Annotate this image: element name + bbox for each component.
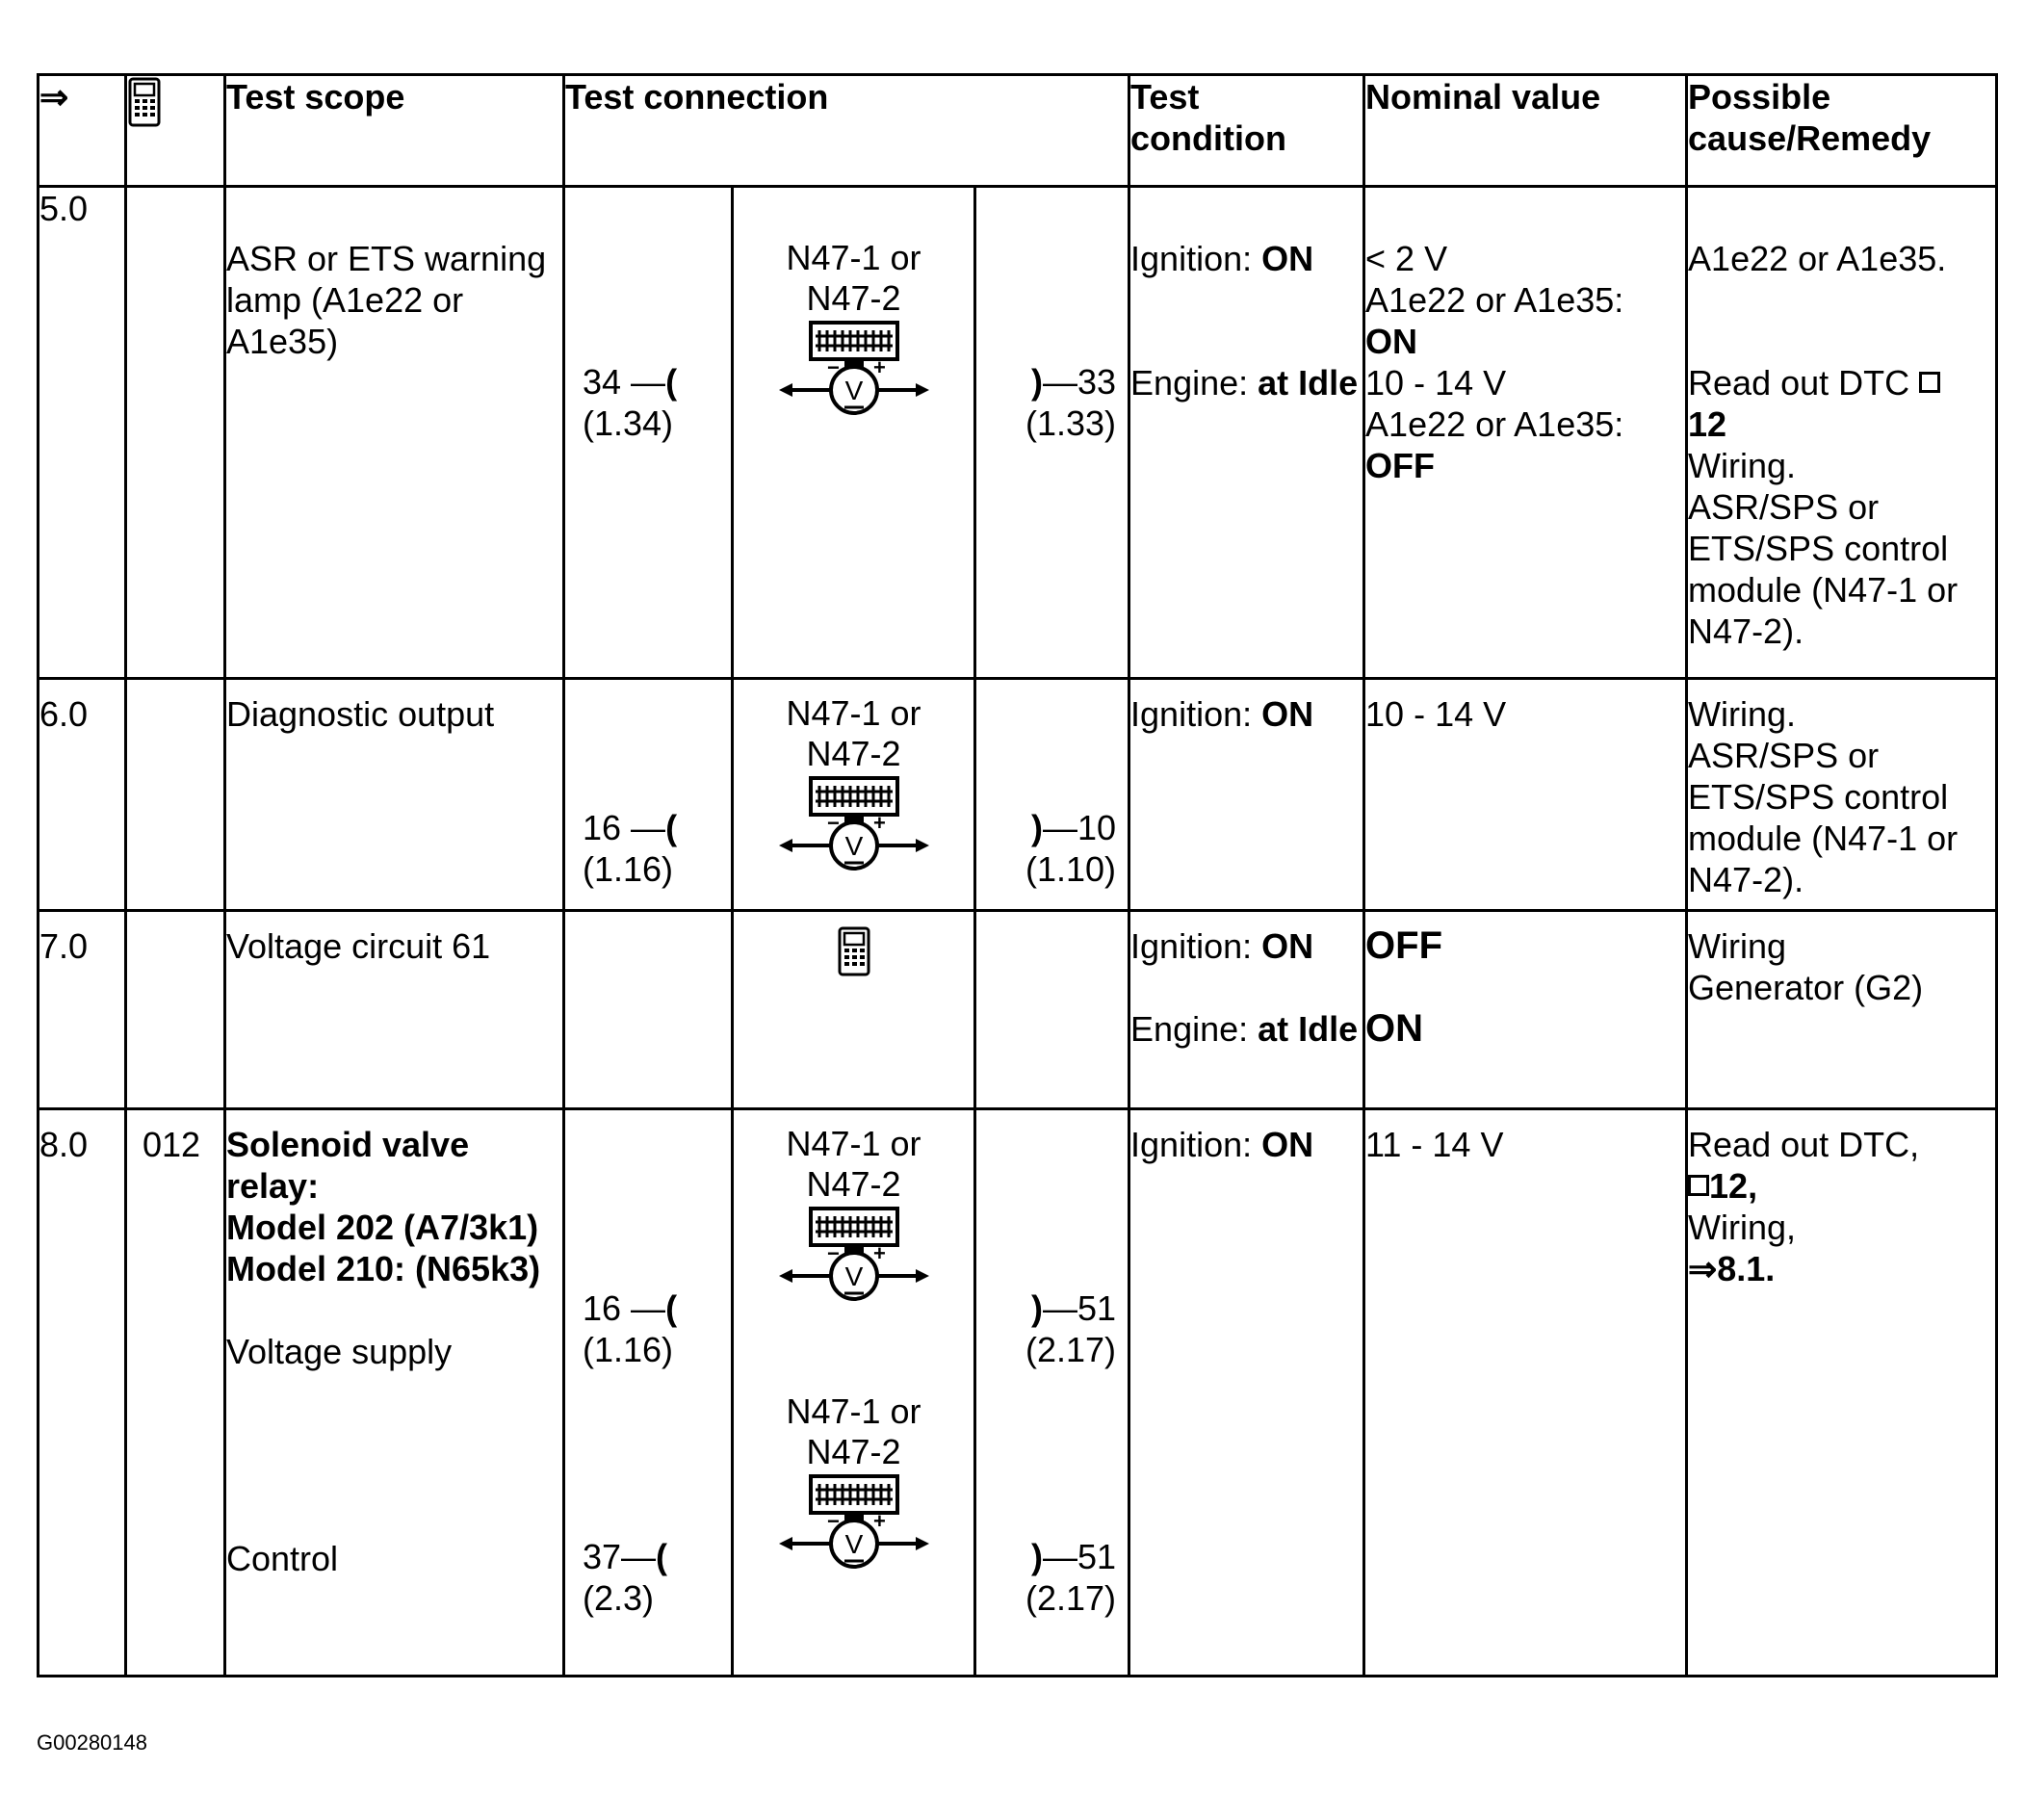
nominal-value: 11 - 14 V [1364, 1109, 1687, 1677]
test-scope: Voltage circuit 61 [225, 911, 564, 1109]
pin-right-sub: (1.33) [1025, 403, 1117, 443]
header-tester-icon [126, 75, 225, 187]
meter-label: N47-1 or N47-2 [786, 693, 921, 773]
nominal-value: OFF ON [1364, 911, 1687, 1109]
reference-box-icon [1919, 372, 1940, 393]
figure-caption: G00280148 [37, 1730, 147, 1755]
meter-cell [733, 679, 975, 911]
test-condition: Ignition: ON [1129, 679, 1364, 911]
row-code [126, 187, 225, 679]
nominal-value: < 2 V A1e22 or A1e35: ON 10 - 14 V A1e22 or A1e35: OFF [1364, 187, 1687, 679]
row-code: 012 [126, 1109, 225, 1677]
possible-cause: Wiring Generator (G2) [1687, 911, 1997, 1109]
nominal-value: 10 - 14 V [1364, 679, 1687, 911]
table-row [39, 911, 1997, 1109]
pin-left-sub: (1.16) [583, 849, 674, 889]
diagnostic-test-table [37, 73, 1998, 1677]
row-number: 7.0 [39, 911, 126, 1109]
pin-left-sub: (2.3) [583, 1578, 655, 1618]
pin-right-cell [975, 679, 1129, 911]
reference-box-icon [1688, 1175, 1709, 1196]
table-header-row [39, 75, 1997, 187]
meter-label: N47-1 or N47-2 [786, 1124, 921, 1204]
possible-cause: Read out DTC, 12, Wiring, ⇒8.1. [1687, 1109, 1997, 1677]
pin-right-sub: (2.17) [1025, 1578, 1117, 1618]
test-condition: Ignition: ON [1129, 1109, 1364, 1677]
test-scope: Diagnostic output [225, 679, 564, 911]
pin-right-number: )—51 [1030, 1537, 1117, 1576]
voltmeter-icon [777, 1474, 931, 1580]
possible-cause: Wiring. ASR/SPS or ETS/SPS control module (N47-1 or N47-2). [1687, 679, 1997, 911]
pin-left-cell [564, 911, 733, 1109]
pin-left-number: 34 —( [583, 362, 678, 402]
pin-left-number: 37—( [583, 1537, 668, 1576]
row-code [126, 679, 225, 911]
pin-right-number: )—51 [1030, 1288, 1117, 1328]
test-condition: Ignition: ON Engine: at Idle [1129, 187, 1364, 679]
pin-left-cell [564, 187, 733, 679]
row-number: 6.0 [39, 679, 126, 911]
voltmeter-icon [777, 776, 931, 882]
pin-right-cell [975, 187, 1129, 679]
pin-right-number: )—10 [1030, 808, 1117, 847]
voltmeter-icon [777, 321, 931, 427]
header-test-connection: Test connection [564, 75, 1129, 187]
pin-left-number: 16 —( [583, 808, 678, 847]
test-scope: Solenoid valve relay: Model 202 (A7/3k1) Model 210: (N65k3) Voltage supply Control [225, 1109, 564, 1677]
pin-right-cell [975, 911, 1129, 1109]
pin-left-number: 16 —( [583, 1288, 678, 1328]
header-test-scope: Test scope [225, 75, 564, 187]
row-number: 5.0 [39, 187, 126, 679]
pin-left-sub: (1.34) [583, 403, 674, 443]
meter-cell [733, 1109, 975, 1677]
tester-icon [837, 925, 871, 977]
header-possible-cause: Possible cause/Remedy [1687, 75, 1997, 187]
test-condition: Ignition: ON Engine: at Idle [1129, 911, 1364, 1109]
header-test-condition: Test condition [1129, 75, 1364, 187]
meter-label: N47-1 or N47-2 [786, 238, 921, 318]
pin-left-sub: (1.16) [583, 1330, 674, 1369]
row-number: 8.0 [39, 1109, 126, 1677]
pin-left-cell [564, 1109, 733, 1677]
table-row [39, 1109, 1997, 1677]
table-row [39, 679, 1997, 911]
test-scope: ASR or ETS warning lamp (A1e22 or A1e35) [225, 187, 564, 679]
row-code [126, 911, 225, 1109]
pin-right-sub: (2.17) [1025, 1330, 1117, 1369]
pin-right-sub: (1.10) [1025, 849, 1117, 889]
pin-right-cell [975, 1109, 1129, 1677]
header-nominal-value: Nominal value [1364, 75, 1687, 187]
meter-cell [733, 187, 975, 679]
table-row [39, 187, 1997, 679]
pin-left-cell [564, 679, 733, 911]
header-arrow: ⇒ [39, 75, 126, 187]
voltmeter-icon [777, 1207, 931, 1313]
tester-cell [733, 911, 975, 1109]
diagnostic-table-container [37, 73, 1995, 1677]
pin-right-number: )—33 [1030, 362, 1117, 402]
possible-cause: A1e22 or A1e35. Read out DTC 12 Wiring. ASR/SPS or ETS/SPS control module (N47-1 or N47-2). [1687, 187, 1997, 679]
meter-label: N47-1 or N47-2 [786, 1391, 921, 1471]
tester-icon [127, 76, 162, 128]
